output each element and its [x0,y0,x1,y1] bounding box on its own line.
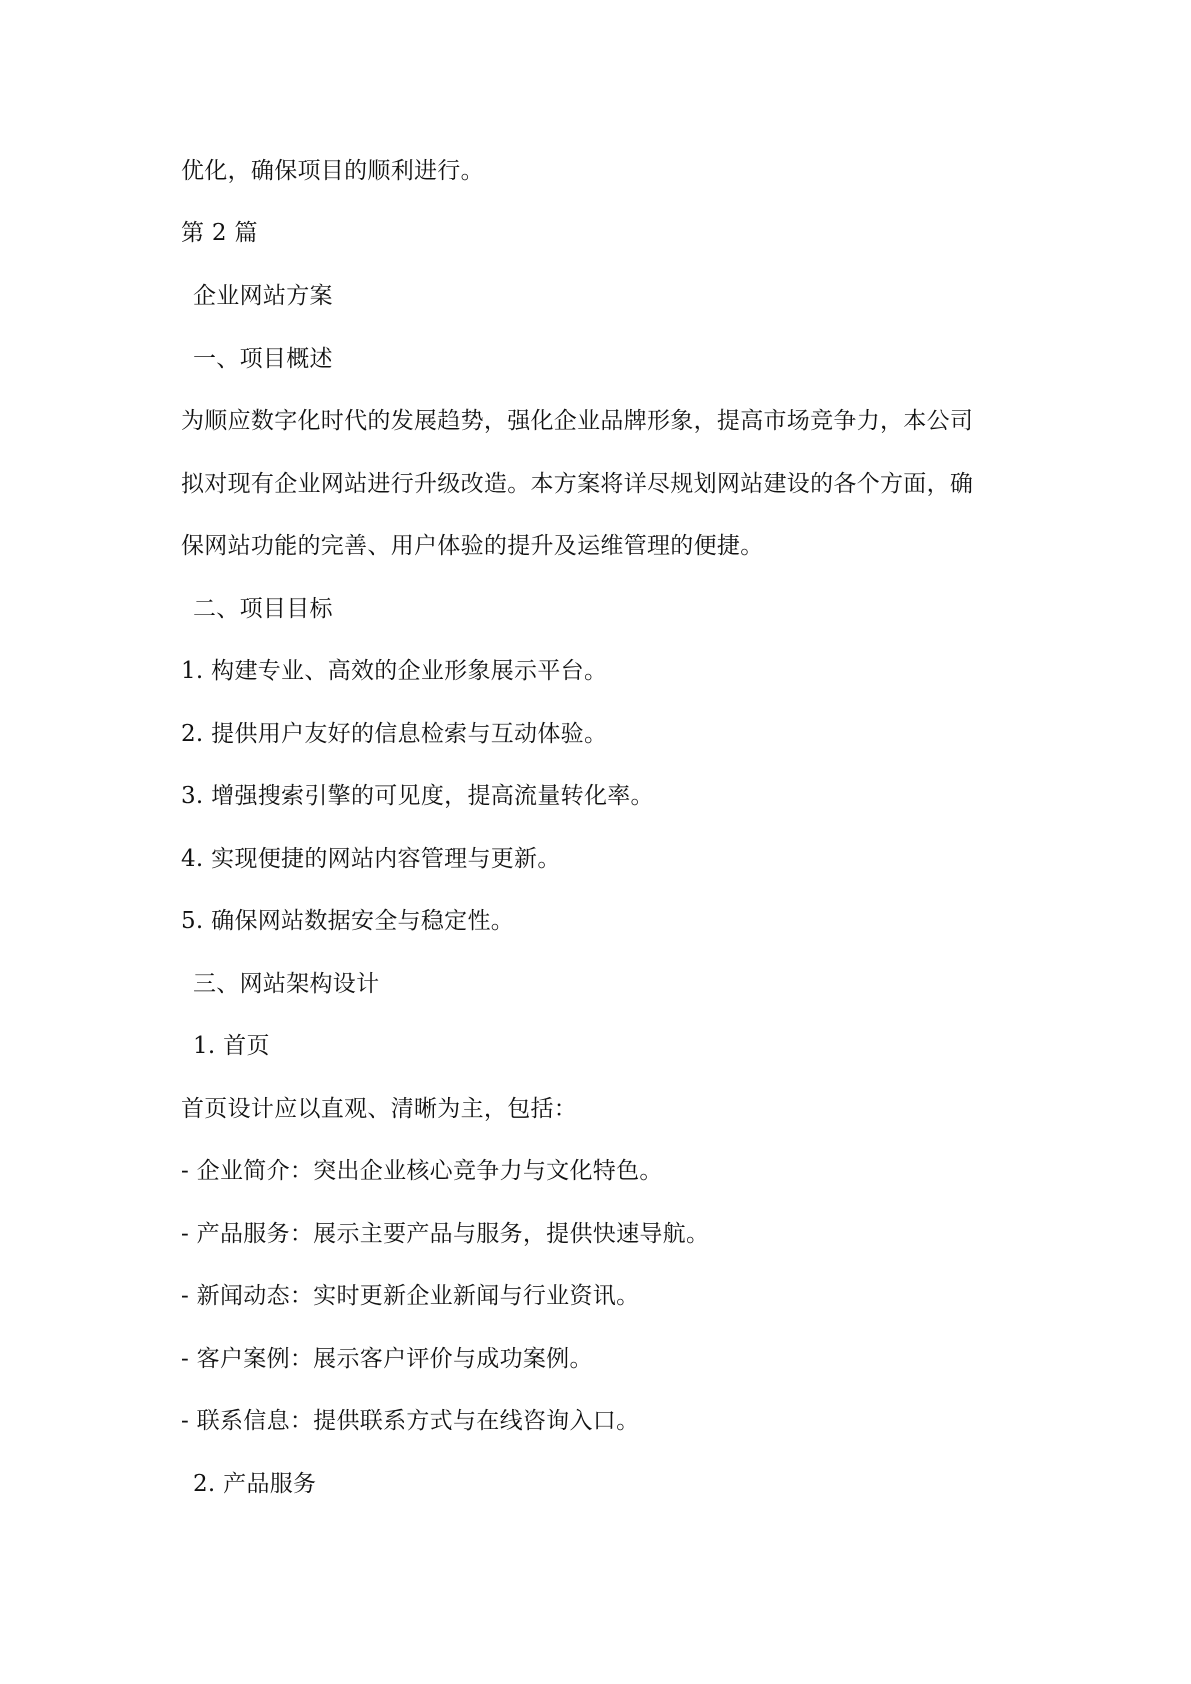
goal-item-2: 2. 提供用户友好的信息检索与互动体验。 [181,721,608,747]
section-heading-overview: 一、项目概述 [193,346,333,372]
subsection-heading-home: 1. 首页 [193,1033,270,1059]
overview-paragraph-line-1: 为顺应数字化时代的发展趋势，强化企业品牌形象，提高市场竞争力，本公司 [181,408,974,434]
chapter-label: 第 2 篇 [181,220,258,246]
goal-item-3: 3. 增强搜索引擎的可见度，提高流量转化率。 [181,783,654,809]
subsection-heading-products: 2. 产品服务 [193,1471,317,1497]
paragraph-continuation: 优化，确保项目的顺利进行。 [181,158,484,184]
goal-item-5: 5. 确保网站数据安全与稳定性。 [181,908,515,934]
goal-item-4: 4. 实现便捷的网站内容管理与更新。 [181,846,561,872]
goal-item-1: 1. 构建专业、高效的企业形象展示平台。 [181,658,608,684]
home-list-item-news: - 新闻动态：实时更新企业新闻与行业资讯。 [181,1283,640,1309]
document-title: 企业网站方案 [193,283,333,309]
overview-paragraph-line-3: 保网站功能的完善、用户体验的提升及运维管理的便捷。 [181,533,764,559]
home-list-item-company: - 企业简介：突出企业核心竞争力与文化特色。 [181,1158,663,1184]
overview-paragraph-line-2: 拟对现有企业网站进行升级改造。本方案将详尽规划网站建设的各个方面，确 [181,471,974,497]
section-heading-goals: 二、项目目标 [193,596,333,622]
home-intro-paragraph: 首页设计应以直观、清晰为主，包括： [181,1096,578,1122]
home-list-item-contact: - 联系信息：提供联系方式与在线咨询入口。 [181,1408,640,1434]
home-list-item-products: - 产品服务：展示主要产品与服务，提供快速导航。 [181,1221,710,1247]
section-heading-architecture: 三、网站架构设计 [193,971,380,997]
home-list-item-cases: - 客户案例：展示客户评价与成功案例。 [181,1346,593,1372]
